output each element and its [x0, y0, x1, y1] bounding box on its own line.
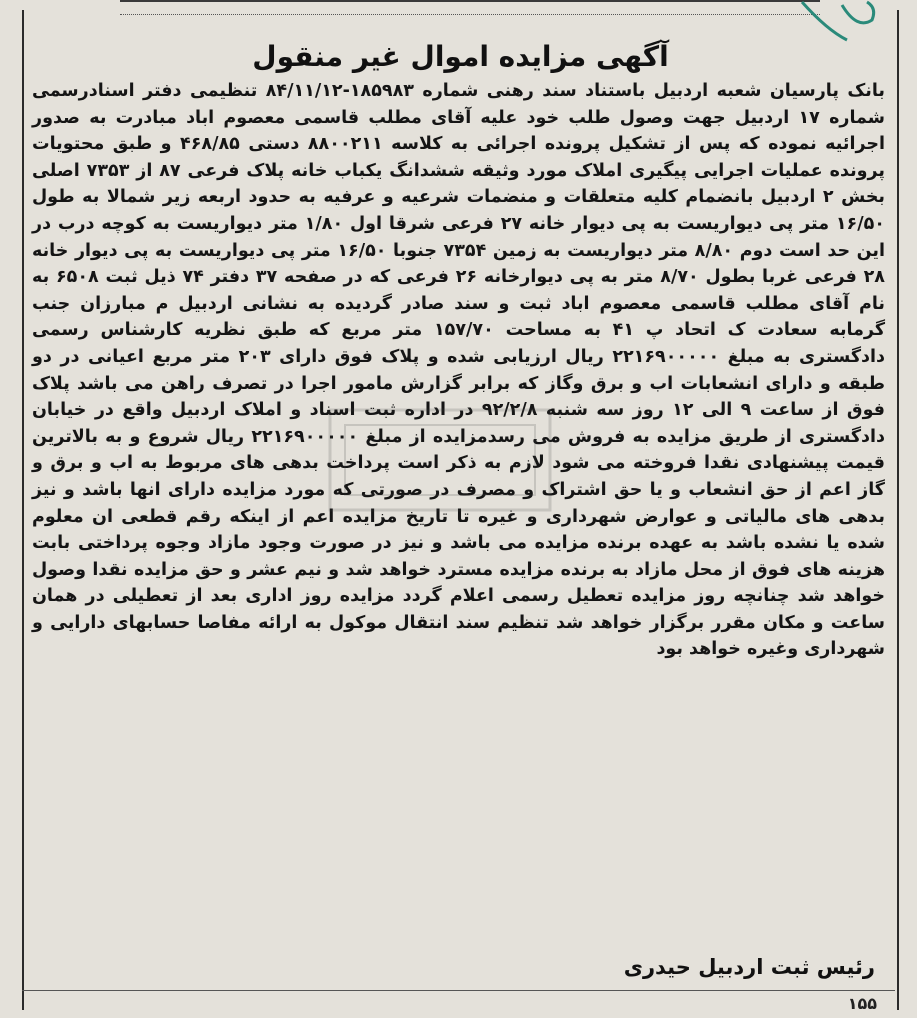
watermark-stamp-icon — [320, 400, 560, 520]
notice-body: بانک پارسیان شعبه اردبیل باستناد سند رهنی شماره ۱۸۵۹۸۳-۸۴/۱۱/۱۲ تنظیمی دفتر اسنادرسمی شماره ۱۷ اردبیل جهت وصول طلب خود علیه آقای مطلب قاسمی معصوم اباد مبادرت به صدور اجرائیه نموده که پس از تشکیل پرونده اجرائی به کلاسه ۸۸۰۰۲۱۱ دستی ۴۶۸/۸۵ و طبق محتویات پرونده عملیات اجرایی پیگیری املاک مورد وثیقه ششدانگ یکباب خانه پلاک فرعی ۸۷ از ۷۳۵۳ اصلی بخش ۲ اردبیل بانضمام کلیه متعلقات و منضمات شرعیه و عرفیه به حدود اربعه زیر شمالا به طول ۱۶/۵۰ متر پی دیواریست به پی دیوار خانه ۲۷ فرعی شرقا اول ۱/۸۰ متر دیواریست به کوچه درب در این حد است دوم ۸/۸۰ متر دیواریست به زمین ۷۳۵۴ جنوبا ۱۶/۵۰ متر پی دیواریست به پی دیوار خانه ۲۸ فرعی غربا بطول ۸/۷۰ متر به پی دیوارخانه ۲۶ فرعی که در صفحه ۳۷ دفتر ۷۴ ذیل ثبت ۶۵۰۸ به نام آقای مطلب قاسمی معصوم اباد ثبت و سند صادر گردیده به نشانی اردبیل م مبارزان جنب گرمابه سعادت ک اتحاد پ ۴۱ به مساحت ۱۵۷/۷۰ متر مربع که طبق نظریه کارشناس رسمی دادگستری به مبلغ ۲۲۱۶۹۰۰۰۰۰ ریال ارزیابی شده و پلاک فوق دارای ۲۰۳ متر مربع اعیانی در دو طبقه و دارای انشعابات اب و برق وگاز که برابر گزارش مامور اجرا در تصرف راهن می باشد پلاک فوق از ساعت ۹ الی ۱۲ روز سه شنبه ۹۲/۲/۸ در اداره ثبت اسناد و املاک اردبیل واقع در خیابان دادگستری از طریق مزایده به فروش می رسدمزایده از مبلغ ۲۲۱۶۹۰۰۰۰۰ ریال شروع و به بالاترین قیمت پیشنهادی نقدا فروخته می شود لازم به ذکر است پرداخت بدهی های مربوط به اب و برق و گاز اعم از حق انشعاب و یا حق اشتراک و مصرف در صورتی که مورد مزایده دارای انها باشد و نیز بدهی های مالیاتی و عوارض شهرداری و غیره تا تاریخ مزایده اعم از اینکه رقم قطعی ان معلوم شده یا نشده باشد به عهده برنده مزایده می باشد و نیز در صورت وجود مازاد وجوه پرداختی بابت هزینه های فوق از محل مازاد به برنده مزایده مسترد خواهد شد و نیم عشر و حق مزایده نقدا وصول خواهد شد چنانچه روز مزایده تعطیل رسمی اعلام گردد مزایده روز اداری بعد از تعطیلی در همان ساعت و مکان مقرر برگزار خواهد شد تنظیم سند انتقال موکول به ارائه مفاصا حسابهای دارایی و شهرداری وغیره خواهد بود — [32, 81, 886, 660]
notice-title: آگهی مزایده اموال غیر منقول — [252, 40, 669, 73]
signature-line: رئیس ثبت اردبیل حیدری — [623, 955, 875, 979]
bottom-divider — [22, 990, 895, 991]
page-code: ۱۵۵ — [847, 994, 877, 1013]
